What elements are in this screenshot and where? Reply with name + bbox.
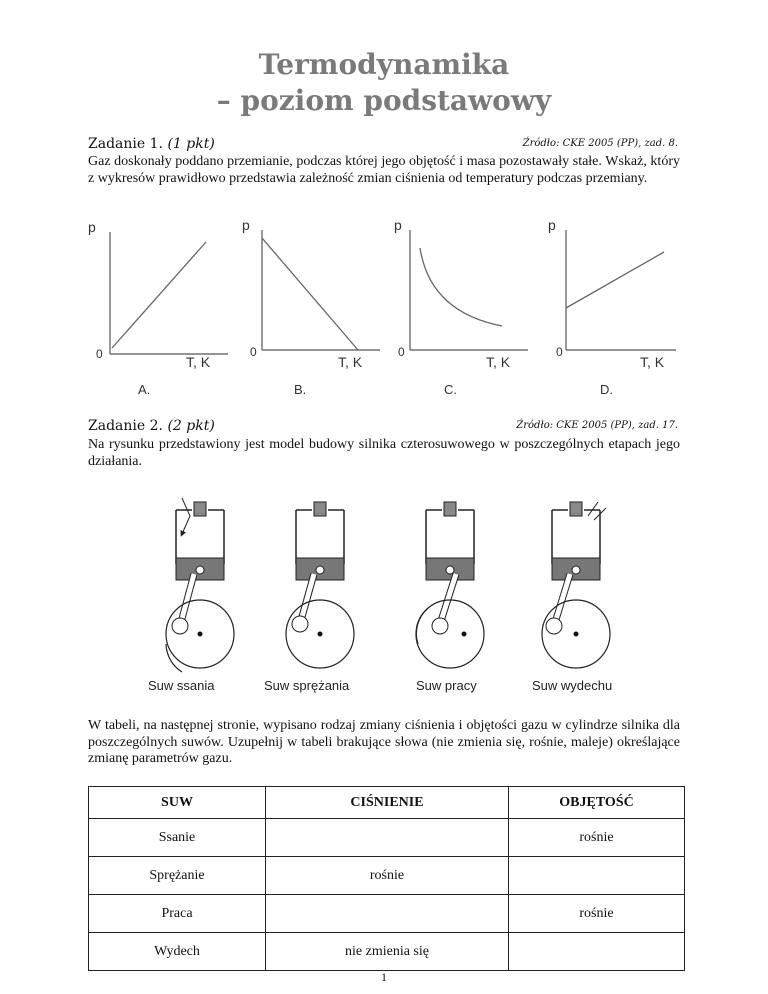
graph-a-letter: A. (138, 382, 151, 397)
stroke-label-intake: Suw ssania (148, 678, 215, 693)
table-cell: Ssanie (89, 819, 266, 857)
graph-c-curve (420, 248, 502, 326)
graph-c (394, 217, 528, 397)
graph-a-line (112, 242, 206, 348)
table-row (89, 933, 685, 971)
engine-power (416, 502, 484, 693)
graph-d-line (566, 252, 664, 308)
table-header-row (89, 787, 685, 819)
stroke-label-exhaust: Suw wydechu (532, 678, 613, 693)
task2-text: Na rysunku przedstawiony jest model budowy silnika czterosuwowego w poszczególnych etapach jego działania. (88, 437, 680, 469)
task2-header (88, 418, 678, 436)
table-intro: W tabeli, na następnej stronie, wypisano rodzaj zmiany ciśnienia i objętości gazu w cylindrze silnika dla poszczególnych suwów. Uzupełnij w tabeli brakujące słowa (nie zmienia się, rośnie, maleje) określające zmianę parametrów gazu. (88, 718, 680, 766)
graph-d-ylabel: p (548, 217, 556, 233)
graph-d (548, 217, 676, 397)
table-cell: rośnie (509, 895, 685, 933)
page-number: 1 (381, 970, 387, 984)
graph-b-origin: 0 (250, 345, 257, 359)
task1-label: Zadanie 1. (1 pkt) (88, 136, 215, 152)
table-cell: Wydech (89, 933, 266, 971)
graph-b-xlabel: T, K (338, 354, 363, 370)
table-cell: rośnie (266, 857, 509, 895)
graph-a-xlabel: T, K (186, 354, 211, 370)
table-cell[interactable] (509, 933, 685, 971)
stroke-label-power: Suw pracy (416, 678, 477, 693)
task1-graphs (0, 212, 768, 402)
table-cell: nie zmienia się (266, 933, 509, 971)
table-row (89, 857, 685, 895)
graph-c-origin: 0 (398, 345, 405, 359)
task2-label: Zadanie 2. (2 pkt) (88, 418, 215, 434)
graph-c-ylabel: p (394, 217, 402, 233)
table-header-suw: SUW (89, 787, 266, 819)
table-header-volume: OBJĘTOŚĆ (509, 787, 685, 819)
graph-c-xlabel: T, K (486, 354, 511, 370)
graph-a-ylabel: p (88, 219, 96, 235)
graph-a (88, 219, 228, 397)
graph-a-origin: 0 (96, 347, 103, 361)
table-cell[interactable] (509, 857, 685, 895)
stroke-table (88, 786, 685, 971)
table-cell: rośnie (509, 819, 685, 857)
graph-b (242, 217, 380, 397)
stroke-label-compression: Suw sprężania (264, 678, 350, 693)
engine-exhaust (532, 502, 612, 693)
graph-d-origin: 0 (556, 345, 563, 359)
task1-header (88, 136, 678, 154)
table-cell[interactable] (266, 819, 509, 857)
graph-d-xlabel: T, K (640, 354, 665, 370)
table-row (89, 895, 685, 933)
table-cell: Praca (89, 895, 266, 933)
table-cell: Sprężanie (89, 857, 266, 895)
graph-d-letter: D. (600, 382, 613, 397)
task1-source: Źródło: CKE 2005 (PP), zad. 8. (522, 138, 678, 149)
engine-compression (264, 502, 354, 693)
graph-b-ylabel: p (242, 217, 250, 233)
engine-illustration (0, 494, 768, 704)
table-cell[interactable] (266, 895, 509, 933)
page-title: Termodynamika (258, 48, 510, 81)
engine-intake (148, 498, 234, 693)
graph-b-letter: B. (294, 382, 307, 397)
table-header-pressure: CIŚNIENIE (266, 787, 509, 819)
page-subtitle: – poziom podstawowy (216, 84, 552, 117)
table-row (89, 819, 685, 857)
task1-text: Gaz doskonały poddano przemianie, podczas której jego objętość i masa pozostawały stałe. Wskaż, który z wykresów prawidłowo przedstawia zależność zmian ciśnienia od temperatury podczas przemiany. (88, 154, 680, 186)
graph-b-line (262, 238, 358, 350)
task2-source: Źródło: CKE 2005 (PP), zad. 17. (516, 420, 678, 431)
graph-c-letter: C. (444, 382, 457, 397)
